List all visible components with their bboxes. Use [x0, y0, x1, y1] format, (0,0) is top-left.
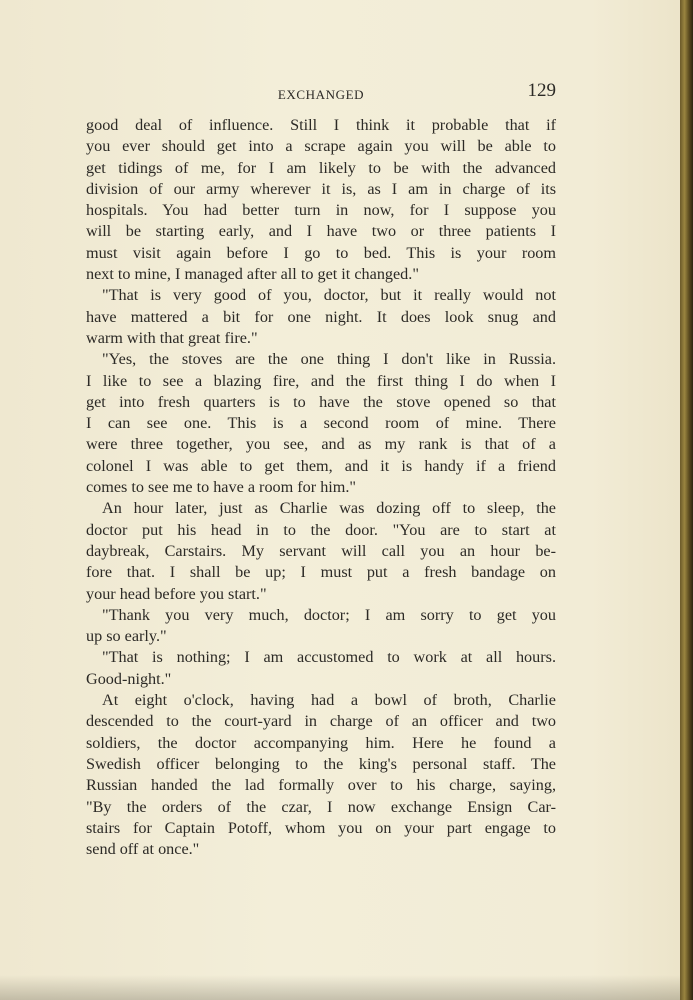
- text-line: warm with that great fire.": [86, 328, 258, 347]
- text-line: descended to the court-yard in charge of an officer and two: [86, 712, 556, 731]
- text-line: I like to see a blazing fire, and the first thing I do when I: [86, 371, 556, 390]
- text-line: division of our army wherever it is, as I am in charge of its: [86, 179, 556, 198]
- text-line: Russian handed the lad formally over to his charge, saying,: [86, 776, 556, 795]
- text-line: hospitals. You had better turn in now, for I suppose you: [86, 201, 556, 220]
- text-line: you ever should get into a scrape again you will be able to: [86, 137, 556, 156]
- text-line: get into fresh quarters is to have the stove opened so that: [86, 392, 556, 411]
- text-line: colonel I was able to get them, and it is handy if a friend: [86, 456, 556, 475]
- page-bottom-shadow: [0, 975, 693, 1000]
- page-header: [86, 80, 556, 106]
- text-line: stairs for Captain Potoff, whom you on your part engage to: [86, 818, 556, 837]
- text-line: must visit again before I go to bed. This is your room: [86, 243, 556, 262]
- text-line: your head before you start.": [86, 584, 267, 603]
- text-line: An hour later, just as Charlie was dozing off to sleep, the: [102, 499, 556, 518]
- book-spine-edge: [680, 0, 693, 1000]
- text-line: up so early.": [86, 627, 167, 646]
- text-line: At eight o'clock, having had a bowl of broth, Charlie: [102, 691, 556, 710]
- text-line: good deal of influence. Still I think it probable that if: [86, 116, 556, 134]
- page-number: 129: [527, 80, 556, 101]
- text-line: "Yes, the stoves are the one thing I don't like in Russia.: [102, 350, 556, 369]
- text-line: "That is nothing; I am accustomed to work at all hours.: [102, 648, 556, 667]
- text-line: will be starting early, and I have two or three patients I: [86, 222, 556, 241]
- text-line: Swedish officer belonging to the king's personal staff. The: [86, 754, 556, 773]
- running-title: EXCHANGED: [277, 87, 365, 102]
- text-line: Good-night.": [86, 669, 172, 688]
- body-text: [86, 115, 556, 860]
- text-line: have mattered a bit for one night. It does look snug and: [86, 307, 556, 326]
- text-line: send off at once.": [86, 840, 200, 859]
- text-line: I can see one. This is a second room of mine. There: [86, 414, 556, 433]
- text-line: were three together, you see, and as my rank is that of a: [86, 435, 556, 454]
- text-line: daybreak, Carstairs. My servant will call you an hour be-: [86, 541, 556, 560]
- text-line: "By the orders of the czar, I now exchange Ensign Car-: [86, 797, 556, 816]
- text-line: doctor put his head in to the door. "You are to start at: [86, 520, 556, 539]
- text-line: get tidings of me, for I am likely to be with the advanced: [86, 158, 556, 177]
- text-line: "Thank you very much, doctor; I am sorry to get you: [102, 605, 556, 624]
- text-line: soldiers, the doctor accompanying him. Here he found a: [86, 733, 556, 752]
- text-line: fore that. I shall be up; I must put a fresh bandage on: [86, 563, 556, 582]
- text-line: next to mine, I managed after all to get it changed.": [86, 265, 419, 284]
- text-line: "That is very good of you, doctor, but it really would not: [102, 286, 556, 305]
- text-line: comes to see me to have a room for him.": [86, 478, 357, 497]
